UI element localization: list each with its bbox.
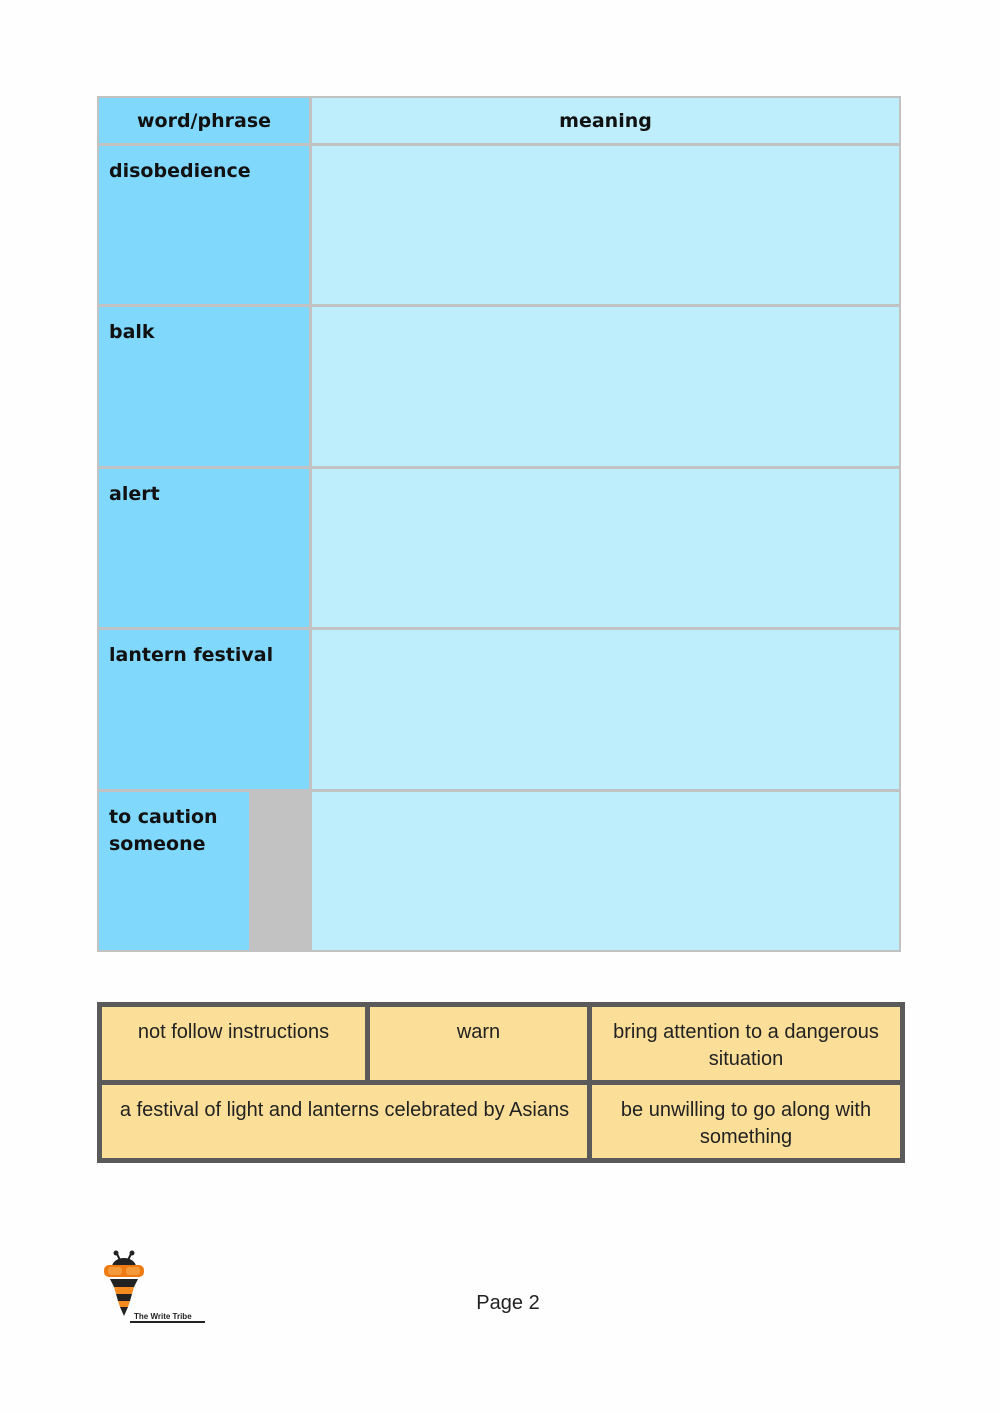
meaning-drop-zone[interactable]	[312, 792, 899, 950]
answer-tile[interactable]: be unwilling to go along with something	[592, 1085, 900, 1158]
term-cell: disobedience	[99, 146, 309, 304]
answer-tile[interactable]: bring attention to a dangerous situation	[592, 1007, 900, 1080]
vocabulary-table	[97, 96, 901, 952]
term-cell: alert	[99, 469, 309, 627]
term-cell: to caution someone	[99, 792, 249, 950]
answer-bank	[97, 1002, 905, 1163]
term-cell: balk	[99, 307, 309, 465]
term-cell: lantern festival	[99, 630, 309, 788]
svg-text:The Write Tribe: The Write Tribe	[134, 1312, 192, 1321]
answer-tile[interactable]: a festival of light and lanterns celebrated by Asians	[102, 1085, 587, 1158]
meaning-drop-zone[interactable]	[312, 307, 899, 465]
answer-tile[interactable]: not follow instructions	[102, 1007, 365, 1080]
write-tribe-logo	[100, 1250, 210, 1326]
header-meaning: meaning	[312, 98, 899, 143]
page-number: Page 2	[476, 1292, 540, 1314]
answer-tile[interactable]: warn	[370, 1007, 587, 1080]
meaning-drop-zone[interactable]	[312, 469, 899, 627]
header-word-phrase: word/phrase	[99, 98, 309, 143]
meaning-drop-zone[interactable]	[312, 630, 899, 788]
meaning-drop-zone[interactable]	[312, 146, 899, 304]
